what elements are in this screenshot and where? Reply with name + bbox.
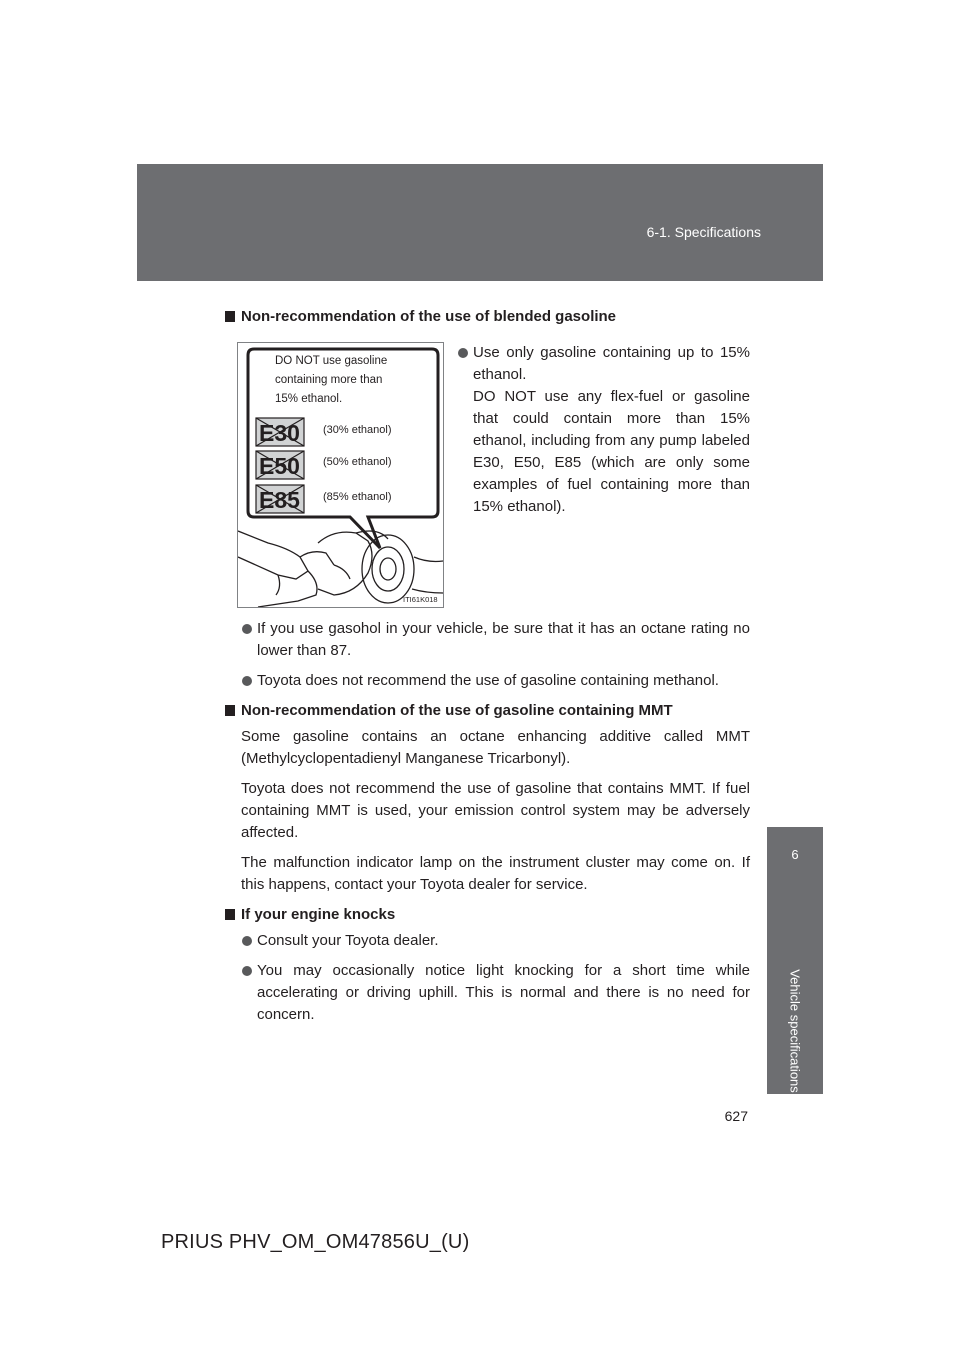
heading-mmt: Non-recommendation of the use of gasoline containing MMT <box>225 700 750 722</box>
circle-bullet-icon <box>242 624 252 634</box>
bullet-item: You may occasionally notice light knocking for a short time while accelerating or driving uphill. This is normal and there is no need for concern. <box>241 960 750 1026</box>
header-band <box>137 164 823 281</box>
ethanol-warning-figure <box>237 342 444 608</box>
blended-bullets <box>241 618 750 692</box>
circle-bullet-icon <box>242 966 252 976</box>
square-bullet-icon <box>225 909 235 920</box>
callout-line-2: containing more than <box>275 374 383 386</box>
main-content <box>225 306 750 1034</box>
chapter-number: 6 <box>791 847 799 862</box>
knock-bullets <box>241 930 750 1026</box>
callout-line-3: 15% ethanol. <box>275 393 343 405</box>
heading-blended-gasoline: Non-recommendation of the use of blended gasoline <box>225 306 750 328</box>
fuel-nozzle-illustration <box>238 343 443 607</box>
page-number: 627 <box>724 1108 748 1124</box>
paragraph: The malfunction indicator lamp on the instrument cluster may come on. If this happens, contact your Toyota dealer for service. <box>241 854 750 893</box>
figure-side-text <box>457 342 750 526</box>
circle-bullet-icon <box>242 936 252 946</box>
svg-text:E30: E30 <box>259 420 300 446</box>
bullet-item: Use only gasoline containing up to 15% ethanol. DO NOT use any flex-fuel or gasoline that could contain more than 15% ethanol, including from any pump labeled E30, E50, E85 (which are only some examples of fuel containing more than 15% ethanol). <box>457 342 750 518</box>
square-bullet-icon <box>225 311 235 322</box>
figure-row <box>225 342 750 610</box>
footer-document-code: PRIUS PHV_OM_OM47856U_(U) <box>161 1231 470 1253</box>
callout-line-1: DO NOT use gasoline <box>275 355 388 367</box>
figure-id: ITI61K018 <box>403 595 438 604</box>
chapter-side-tab[interactable] <box>767 827 823 1094</box>
paragraph: Toyota does not recommend the use of gasoline that contains MMT. If fuel containing MMT is used, your emission control system may be adversely affected. <box>241 780 750 841</box>
svg-text:E85: E85 <box>259 487 300 513</box>
heading-engine-knocks: If your engine knocks <box>225 904 750 926</box>
section-title: 6-1. Specifications <box>646 224 761 240</box>
bullet-item: If you use gasohol in your vehicle, be sure that it has an octane rating no lower than 87. <box>241 618 750 662</box>
bullet-item: Consult your Toyota dealer. <box>241 930 750 952</box>
chapter-label: Vehicle specifications <box>787 969 803 1093</box>
bullet-item: Toyota does not recommend the use of gasoline containing methanol. <box>241 670 750 692</box>
svg-text:E50: E50 <box>259 453 300 479</box>
paragraph: Some gasoline contains an octane enhancing additive called MMT (Methylcyclopentadienyl Manganese Tricarbonyl). <box>241 728 750 767</box>
square-bullet-icon <box>225 705 235 716</box>
svg-text:(30% ethanol): (30% ethanol) <box>323 424 392 436</box>
circle-bullet-icon <box>242 676 252 686</box>
svg-text:(85% ethanol): (85% ethanol) <box>323 491 392 503</box>
circle-bullet-icon <box>458 348 468 358</box>
svg-text:(50% ethanol): (50% ethanol) <box>323 456 392 468</box>
